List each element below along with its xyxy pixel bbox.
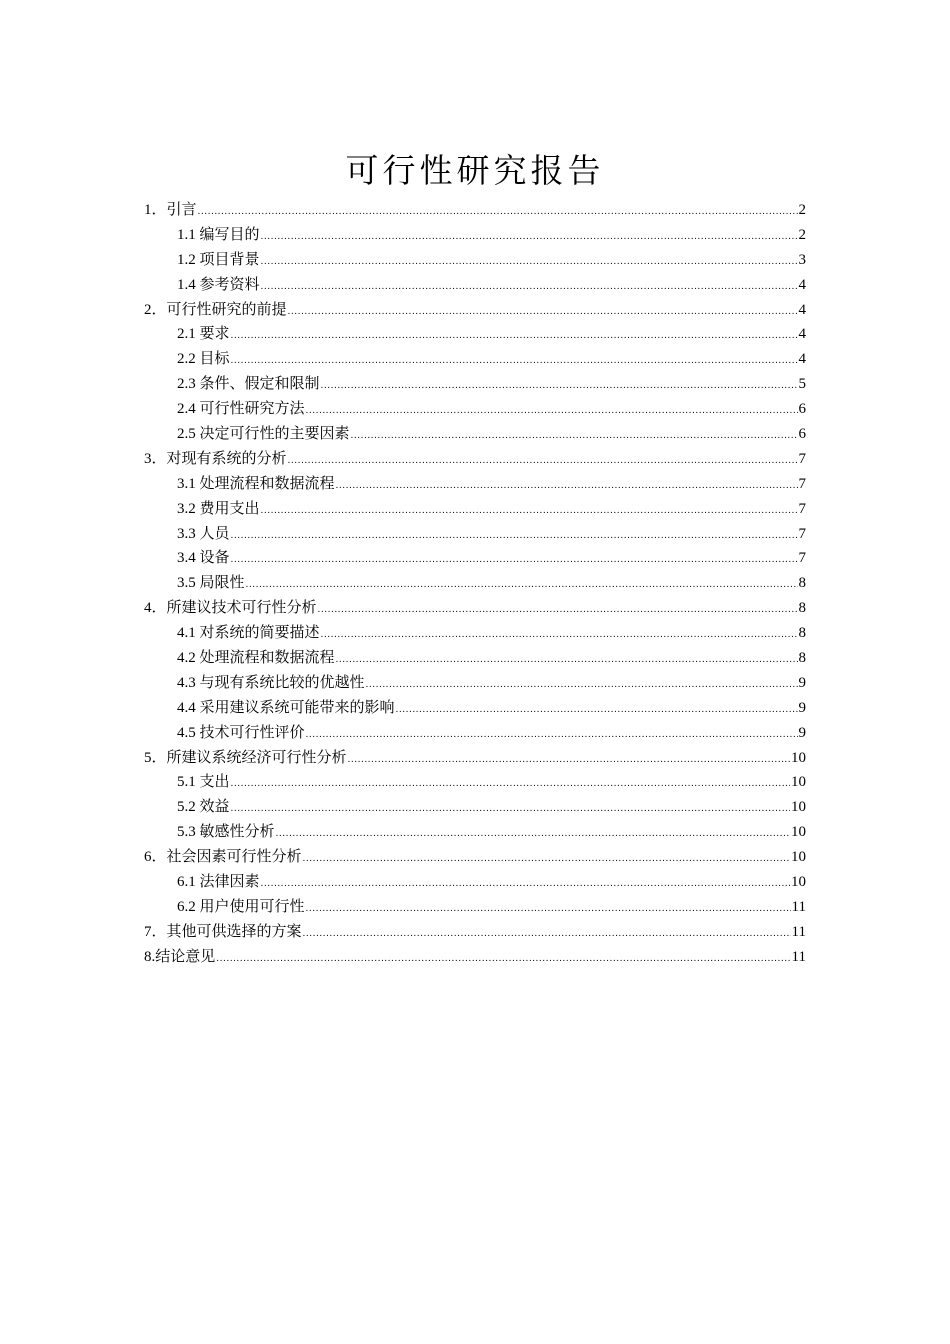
toc-entry-page-number: 5 [798, 376, 806, 393]
toc-entry-label: 5．所建议系统经济可行性分析 [144, 749, 347, 766]
toc-dot-leader [288, 300, 798, 325]
toc-dot-leader [198, 200, 798, 225]
toc-entry-label: 3.4 设备 [177, 550, 230, 567]
toc-entry-label: 5.1 支出 [177, 774, 230, 791]
toc-entry[interactable] [144, 447, 806, 472]
toc-entry-label: 1.1 编写目的 [177, 226, 260, 243]
toc-dot-leader [261, 872, 790, 897]
toc-entry[interactable] [144, 795, 806, 820]
toc-entry-label: 7．其他可供选择的方案 [144, 923, 302, 940]
toc-dot-leader [366, 673, 798, 698]
toc-entry-page-number: 2 [798, 202, 806, 218]
toc-entry-label: 2.2 目标 [177, 351, 230, 368]
toc-dot-leader [348, 748, 790, 773]
toc-entry[interactable] [144, 721, 806, 746]
toc-entry[interactable] [144, 895, 806, 920]
toc-dot-leader [306, 723, 798, 748]
table-of-contents [144, 198, 806, 970]
toc-entry[interactable] [144, 920, 806, 945]
toc-dot-leader [261, 499, 798, 524]
toc-entry-page-number: 3 [798, 251, 806, 268]
toc-entry-label: 3.3 人员 [177, 525, 230, 542]
toc-entry-page-number: 10 [791, 799, 806, 816]
toc-dot-leader [261, 250, 798, 275]
toc-dot-leader [336, 648, 798, 673]
toc-entry-page-number: 7 [798, 475, 806, 492]
toc-dot-leader [303, 922, 791, 947]
toc-entry[interactable] [144, 372, 806, 397]
toc-entry-label: 4.1 对系统的简要描述 [177, 625, 320, 642]
toc-entry-page-number: 9 [798, 674, 806, 691]
toc-dot-leader [396, 698, 798, 723]
toc-entry-page-number: 6 [798, 401, 806, 418]
document-title: 可行性研究报告 [345, 151, 605, 190]
toc-entry-label: 4.5 技术可行性评价 [177, 724, 305, 741]
toc-dot-leader [216, 947, 790, 972]
toc-dot-leader [231, 524, 798, 549]
toc-entry-label: 5.3 敏感性分析 [177, 824, 275, 841]
toc-entry-page-number: 10 [791, 749, 806, 766]
toc-dot-leader [276, 822, 790, 847]
toc-entry-label: 2.1 要求 [177, 326, 230, 343]
toc-dot-leader [321, 374, 798, 399]
toc-entry[interactable] [144, 472, 806, 497]
toc-entry[interactable] [144, 945, 806, 970]
toc-entry-label: 4.2 处理流程和数据流程 [177, 650, 335, 667]
toc-entry-page-number: 4 [798, 276, 806, 293]
toc-entry-label: 5.2 效益 [177, 799, 230, 816]
toc-entry-page-number: 8 [798, 625, 806, 642]
toc-entry[interactable] [144, 322, 806, 347]
toc-entry-page-number: 11 [791, 923, 806, 940]
toc-entry-label: 2.3 条件、假定和限制 [177, 376, 320, 393]
toc-dot-leader [231, 324, 798, 349]
toc-entry-page-number: 10 [791, 774, 806, 791]
toc-entry[interactable] [144, 571, 806, 596]
toc-entry-page-number: 10 [791, 874, 806, 891]
toc-entry-page-number: 10 [791, 824, 806, 841]
toc-entry-label: 6.2 用户使用可行性 [177, 898, 305, 915]
toc-dot-leader [231, 349, 798, 374]
toc-entry[interactable] [144, 696, 806, 721]
toc-entry[interactable] [144, 198, 806, 223]
toc-entry[interactable] [144, 397, 806, 422]
toc-entry[interactable] [144, 248, 806, 273]
toc-entry[interactable] [144, 596, 806, 621]
toc-entry-page-number: 6 [798, 426, 806, 443]
toc-entry[interactable] [144, 770, 806, 795]
toc-entry-label: 6.1 法律因素 [177, 874, 260, 891]
toc-entry[interactable] [144, 273, 806, 298]
toc-entry[interactable] [144, 870, 806, 895]
toc-entry-page-number: 9 [798, 699, 806, 716]
toc-entry[interactable] [144, 497, 806, 522]
toc-entry-page-number: 8 [798, 600, 806, 617]
toc-entry-page-number: 8 [798, 575, 806, 592]
toc-dot-leader [261, 275, 798, 300]
toc-entry-page-number: 4 [798, 351, 806, 368]
toc-entry[interactable] [144, 621, 806, 646]
toc-dot-leader [303, 847, 790, 872]
toc-dot-leader [351, 424, 798, 449]
toc-entry[interactable] [144, 223, 806, 248]
toc-entry[interactable] [144, 347, 806, 372]
toc-dot-leader [336, 474, 798, 499]
toc-dot-leader [231, 797, 790, 822]
toc-entry[interactable] [144, 746, 806, 771]
toc-entry-label: 4．所建议技术可行性分析 [144, 600, 317, 617]
toc-entry-page-number: 7 [798, 450, 806, 467]
toc-entry-page-number: 11 [791, 898, 806, 915]
toc-dot-leader [321, 623, 798, 648]
toc-entry-page-number: 2 [798, 226, 806, 243]
toc-entry-page-number: 7 [798, 500, 806, 517]
toc-entry[interactable] [144, 422, 806, 447]
toc-entry-page-number: 10 [791, 849, 806, 866]
toc-dot-leader [246, 573, 798, 598]
toc-entry-label: 1.4 参考资料 [177, 276, 260, 293]
toc-entry-page-number: 9 [798, 724, 806, 741]
toc-entry-label: 1.2 项目背景 [177, 251, 260, 268]
toc-dot-leader [306, 399, 798, 424]
toc-entry-label: 2.4 可行性研究方法 [177, 401, 305, 418]
toc-entry-page-number: 11 [791, 948, 806, 965]
toc-entry-page-number: 4 [798, 326, 806, 343]
toc-dot-leader [288, 449, 798, 474]
toc-entry[interactable] [144, 845, 806, 870]
toc-entry-label: 2．可行性研究的前提 [144, 301, 287, 318]
toc-entry-label: 3.5 局限性 [177, 575, 245, 592]
toc-dot-leader [318, 598, 798, 623]
toc-entry-label: 6．社会因素可行性分析 [144, 849, 302, 866]
toc-entry-label: 4.3 与现有系统比较的优越性 [177, 674, 365, 691]
toc-dot-leader [231, 772, 790, 797]
toc-entry[interactable] [144, 546, 806, 571]
toc-dot-leader [306, 897, 791, 922]
toc-entry[interactable] [144, 671, 806, 696]
toc-entry-label: 3．对现有系统的分析 [144, 450, 287, 467]
toc-entry-page-number: 8 [798, 650, 806, 667]
toc-entry-page-number: 7 [798, 525, 806, 542]
toc-entry-label: 4.4 采用建议系统可能带来的影响 [177, 699, 395, 716]
toc-entry[interactable] [144, 646, 806, 671]
toc-entry[interactable] [144, 820, 806, 845]
toc-entry[interactable] [144, 522, 806, 547]
toc-entry-page-number: 4 [798, 301, 806, 318]
toc-dot-leader [231, 548, 798, 573]
toc-entry-label: 2.5 决定可行性的主要因素 [177, 426, 350, 443]
toc-entry-label: 3.2 费用支出 [177, 500, 260, 517]
toc-entry-label: 1．引言 [144, 202, 197, 218]
toc-entry-label: 8.结论意见 [144, 948, 216, 965]
toc-entry[interactable] [144, 298, 806, 323]
toc-entry-label: 3.1 处理流程和数据流程 [177, 475, 335, 492]
toc-entry-page-number: 7 [798, 550, 806, 567]
toc-dot-leader [261, 225, 798, 250]
